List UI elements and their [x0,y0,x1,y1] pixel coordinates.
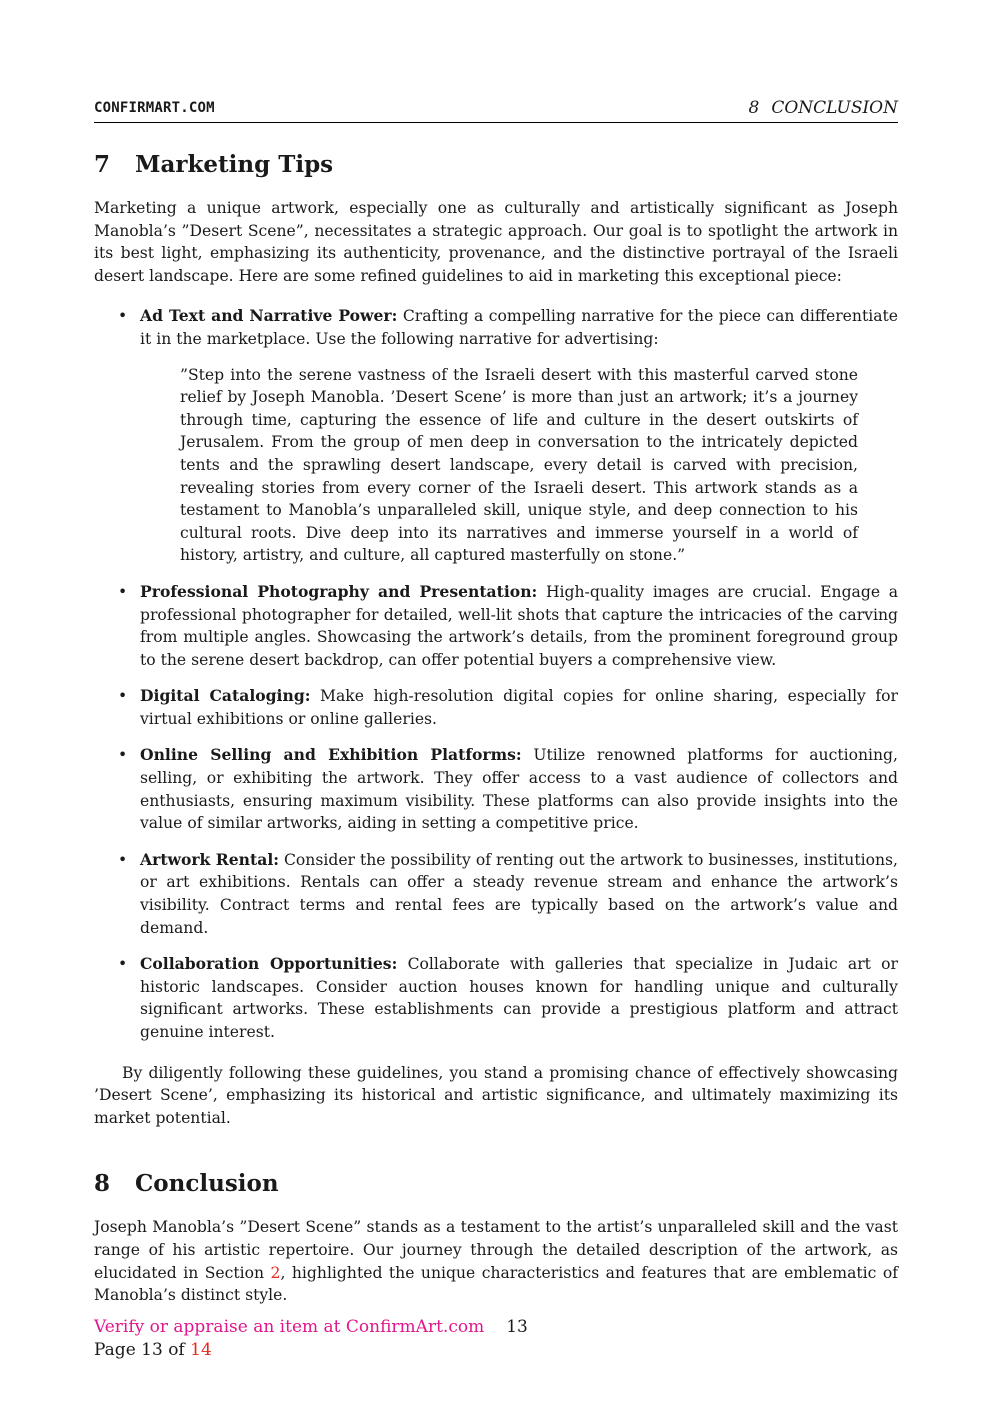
footer-line-1 [94,1316,528,1339]
list-item [94,849,898,939]
item-term: Artwork Rental: [140,849,280,869]
bullet-icon: • [118,307,128,326]
item-term: Professional Photography and Presentation: [140,581,538,601]
bullet-icon: • [118,746,128,765]
item-term: Digital Cataloging: [140,686,311,706]
running-section-title [748,98,898,118]
footer-page-count [94,1339,528,1362]
confirmart-footer-link[interactable]: Verify or appraise an item at ConfirmArt.com [94,1317,485,1337]
section-8-text-start: Joseph Manobla’s ”Desert Scene” stands as a testament to the artist’s unparalleled skill and the vast range of his artistic repertoire. Our journey through the detailed description of the artwork, as elucidated in Section [94,1218,898,1282]
section-7-intro: Marketing a unique artwork, especially one as culturally and artistically significant as Joseph Manobla’s ”Desert Scene”, necessitates a strategic approach. Our goal is to spotlight the artwork in its best light, emphasizing its authenticity, provenance, and the distinctive portrayal of the Israeli desert landscape. Here are some refined guidelines to aid in marketing this exceptional piece: [94,199,898,285]
bullet-icon: • [118,955,128,974]
section-8-paragraph [94,1216,898,1306]
confirmart-logo: CONFIRMART.COM [94,100,215,116]
running-section-name: CONCLUSION [771,98,898,118]
list-item [94,953,898,1043]
section-7-number: 7 [94,151,111,178]
section-8-number: 8 [94,1170,111,1198]
section-7-heading [94,150,898,180]
bullet-icon: • [118,850,128,869]
page-footer [94,1316,528,1361]
item-term: Ad Text and Narrative Power: [140,306,398,326]
item-text: Make high-resolution digital copies for online sharing, especially for virtual exhibitions or online galleries. [140,687,898,728]
page-count-prefix: Page 13 of [94,1339,185,1360]
bullet-icon: • [118,687,128,706]
list-item [94,685,898,730]
section-7-closing: By diligently following these guidelines, you stand a promising chance of effectively showcasing ’Desert Scene’, emphasizing its historical and artistic significance, and ultimately maximizing its market potential. [94,1063,898,1127]
bullet-icon: • [118,582,128,601]
item-text: Crafting a compelling narrative for the piece can differentiate it in the marketplace. Use the following narrative for advertising: [140,307,898,348]
page-total-link[interactable]: 14 [190,1339,212,1360]
section-reference-link[interactable]: 2 [270,1263,281,1282]
running-section-number: 8 [748,98,760,118]
item-text: Utilize renowned platforms for auctioning, selling, or exhibiting the artwork. They offer access to a vast audience of collectors and enthusiasts, ensuring maximum visibility. These platforms can also provide insights into the value of similar artworks, aiding in setting a competitive price. [140,746,898,833]
page-content [94,150,898,1307]
item-term: Collaboration Opportunities: [140,954,398,974]
running-header [94,98,898,123]
item-text: Collaborate with galleries that specialize in Judaic art or historic landscapes. Consider auction houses known for handling unique and culturally significant artworks. These establishments can provide a prestigious platform and attract genuine interest. [140,955,898,1041]
section-7-title: Marketing Tips [135,151,334,178]
footer-page-number: 13 [506,1317,528,1337]
item-term: Online Selling and Exhibition Platforms: [140,745,522,765]
item-text: High-quality images are crucial. Engage a professional photographer for detailed, well-lit shots that capture the intricacies of the carving from multiple angles. Showcasing the artwork’s details, from the prominent foreground group to the serene desert backdrop, can offer potential buyers a comprehensive view. [140,582,898,669]
section-8-title: Conclusion [135,1170,279,1198]
section-8-heading [94,1169,898,1199]
marketing-tips-list [94,305,898,1043]
list-item [94,305,898,567]
advertising-quote: ”Step into the serene vastness of the Israeli desert with this masterful carved stone relief by Joseph Manobla. ’Desert Scene’ is more than just an artwork; it’s a journey through time, capturing the essence of life and culture in the desert outskirts of Jerusalem. From the group of men deep in conversation to the intricately depicted tents and the sprawling desert landscape, every detail is carved with precision, revealing stories from every corner of the Israeli desert. This artwork stands as a testament to Manobla’s unparalleled skill, unique style, and deep connection to his cultural roots. Dive deep into its narratives and immerse yourself in a world of history, artistry, and culture, all captured masterfully on stone.” [180,365,858,565]
list-item [94,581,898,671]
list-item [94,744,898,834]
section-8-text-end: , highlighted the unique characteristics and features that are emblematic of Manobla’s distinct style. [94,1263,898,1305]
item-text: Consider the possibility of renting out the artwork to businesses, institutions, or art exhibitions. Rentals can offer a steady revenue stream and enhance the artwork’s visibility. Contract terms and rental fees are typically based on the artwork’s value and demand. [140,850,898,937]
